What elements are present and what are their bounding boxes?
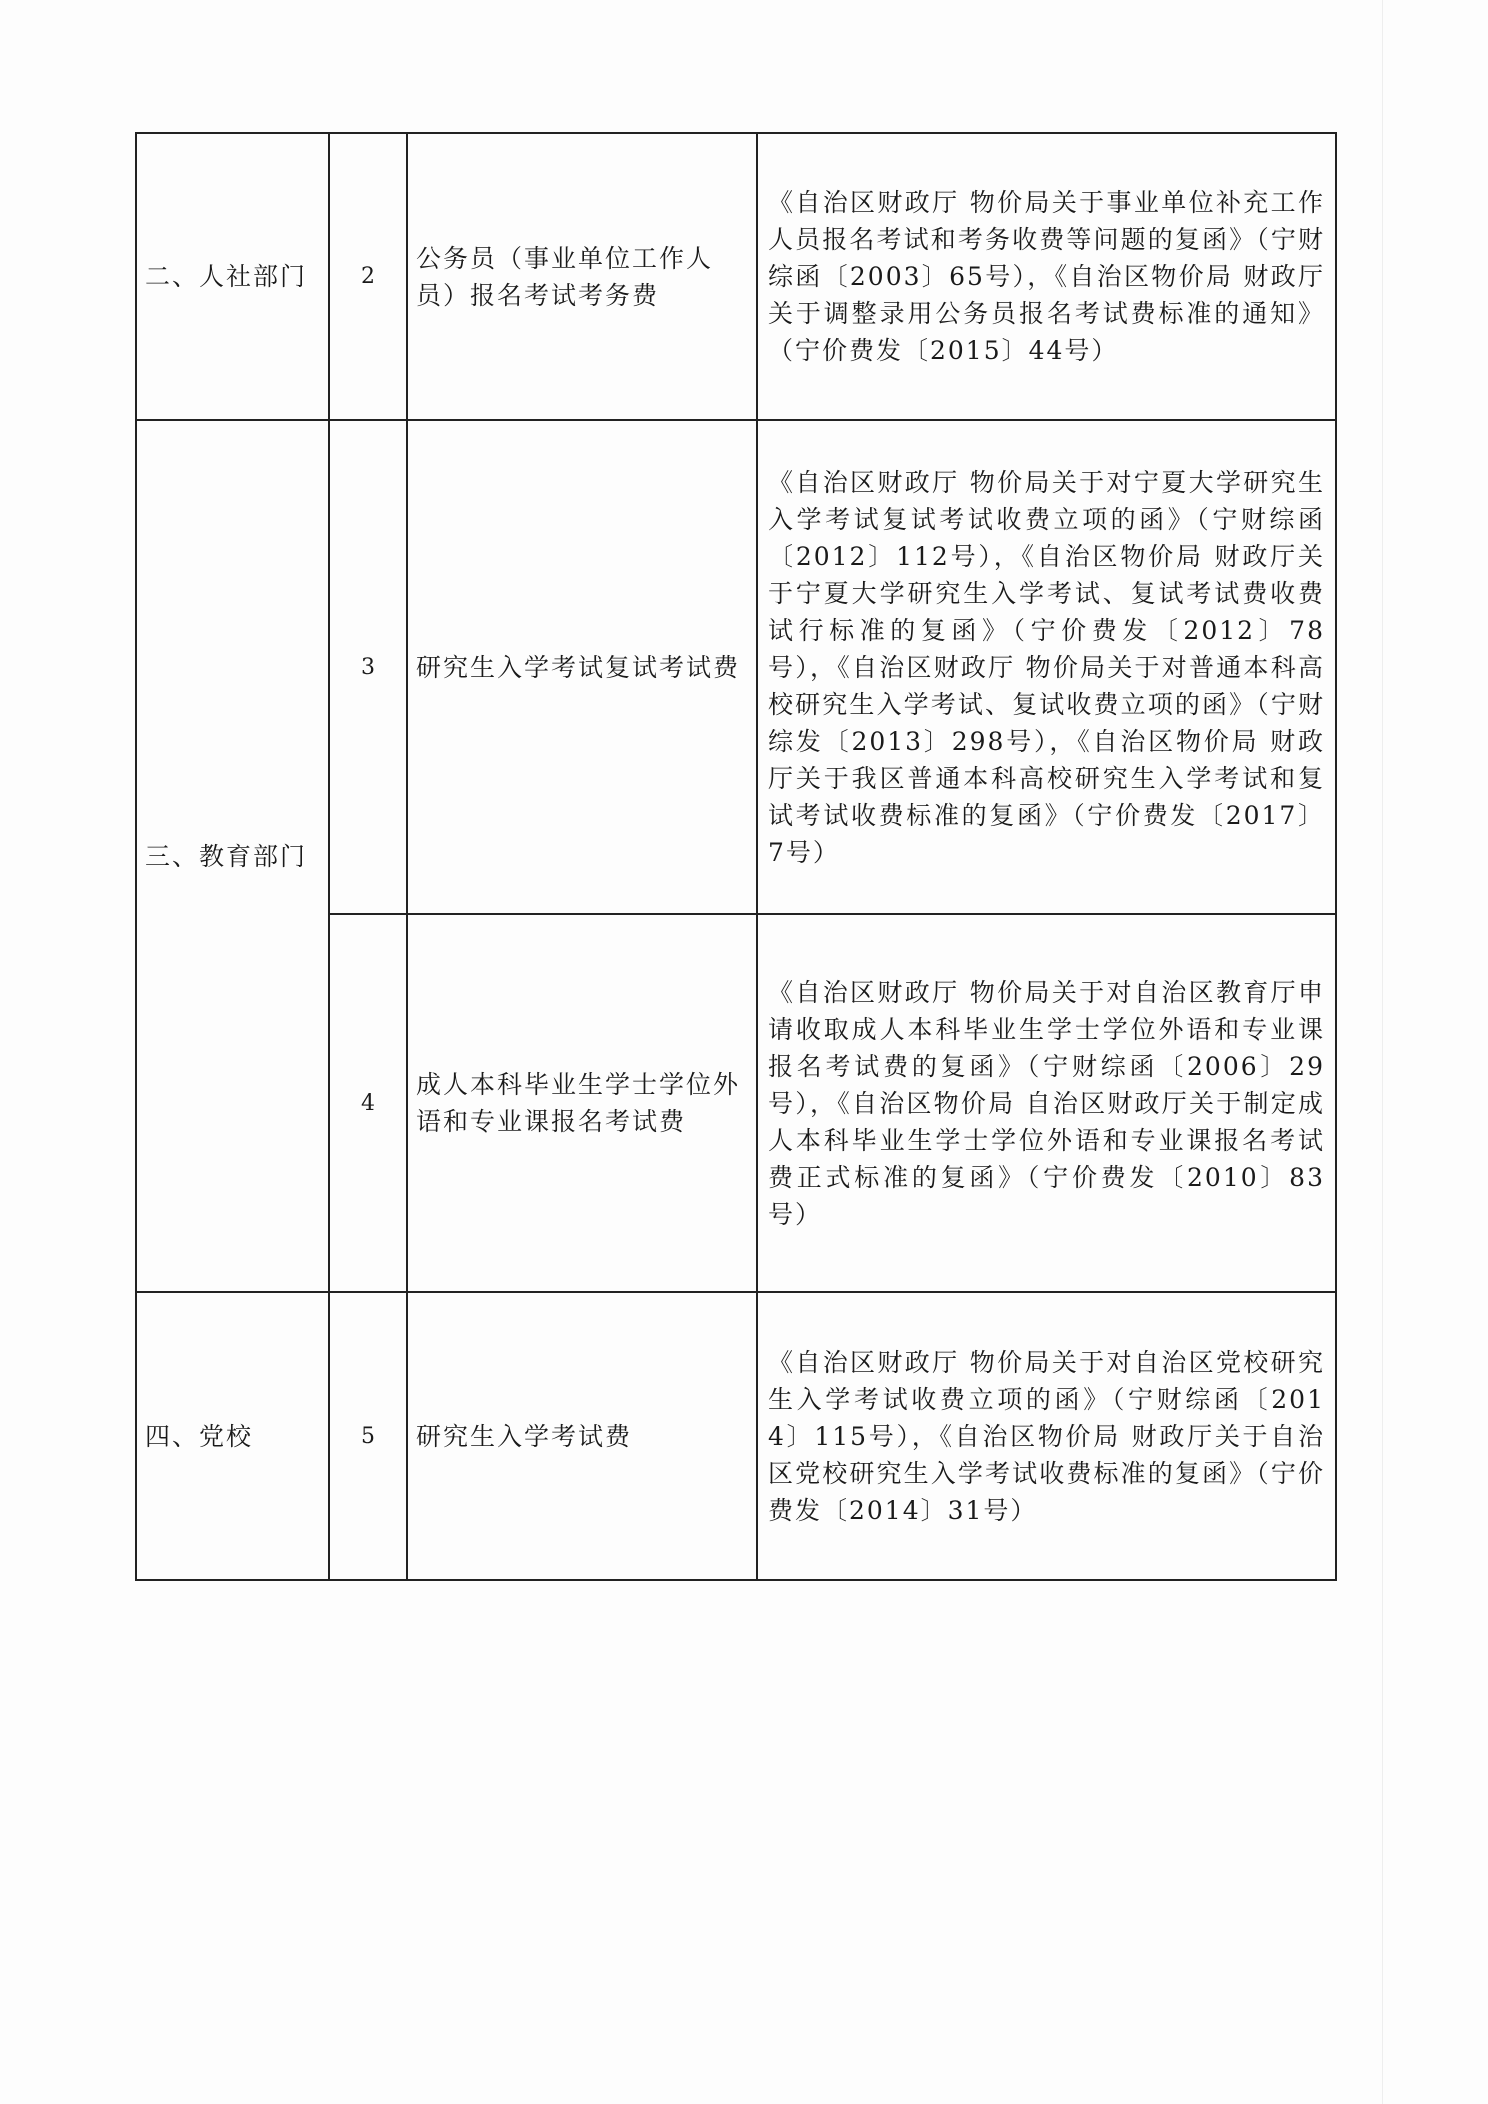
policy-document-cell (757, 1292, 1336, 1580)
policy-document-cell (757, 133, 1336, 420)
department-cell: 三、教育部门 (136, 420, 329, 1292)
table-row (136, 1292, 1336, 1580)
policy-document-text: 《自治区财政厅 物价局关于对自治区党校研究生入学考试收费立项的函》（宁财综函〔2014〕115号），《自治区物价局 财政厅关于自治区党校研究生入学考试收费标准的复函》（宁价费发〔2014〕31号） (768, 1347, 1325, 1525)
table-row (136, 133, 1336, 420)
department-cell: 二、人社部门 (136, 133, 329, 420)
table-row (136, 420, 1336, 914)
row-number-cell: 2 (329, 133, 407, 420)
fee-item-cell: 研究生入学考试复试考试费 (407, 420, 757, 914)
policy-document-cell (757, 420, 1336, 914)
fee-item-cell: 成人本科毕业生学士学位外语和专业课报名考试费 (407, 914, 757, 1292)
fee-item-cell: 公务员（事业单位工作人员）报名考试考务费 (407, 133, 757, 420)
policy-document-cell (757, 914, 1336, 1292)
fee-item-cell: 研究生入学考试费 (407, 1292, 757, 1580)
policy-document-text: 《自治区财政厅 物价局关于事业单位补充工作人员报名考试和考务收费等问题的复函》（宁财综函〔2003〕65号），《自治区物价局 财政厅关于调整录用公务员报名考试费标准的通知》（宁价费发〔2015〕44号） (768, 188, 1325, 365)
policy-document-text: 《自治区财政厅 物价局关于对宁夏大学研究生入学考试复试考试收费立项的函》（宁财综函〔2012〕112号），《自治区物价局 财政厅关于宁夏大学研究生入学考试、复试考试费收费试行标准的复函》（宁价费发〔2012〕78号），《自治区财政厅 物价局关于对普通本科高校研究生入学考试、复试收费立项的函》（宁财综发〔2013〕298号），《自治区物价局 财政厅关于我区普通本科高校研究生入学考试和复试考试收费标准的复函》（宁价费发〔2017〕7号） (768, 467, 1325, 867)
policy-document-text: 《自治区财政厅 物价局关于对自治区教育厅申请收取成人本科毕业生学士学位外语和专业课报名考试费的复函》（宁财综函〔2006〕29号），《自治区物价局 自治区财政厅关于制定成人本科毕业生学士学位外语和专业课报名考试费正式标准的复函》（宁价费发〔2010〕83号） (768, 977, 1325, 1229)
department-cell: 四、党校 (136, 1292, 329, 1580)
fee-table (135, 132, 1337, 1581)
row-number-cell: 4 (329, 914, 407, 1292)
scan-edge-mark (1382, 0, 1383, 2104)
row-number-cell: 3 (329, 420, 407, 914)
row-number-cell: 5 (329, 1292, 407, 1580)
